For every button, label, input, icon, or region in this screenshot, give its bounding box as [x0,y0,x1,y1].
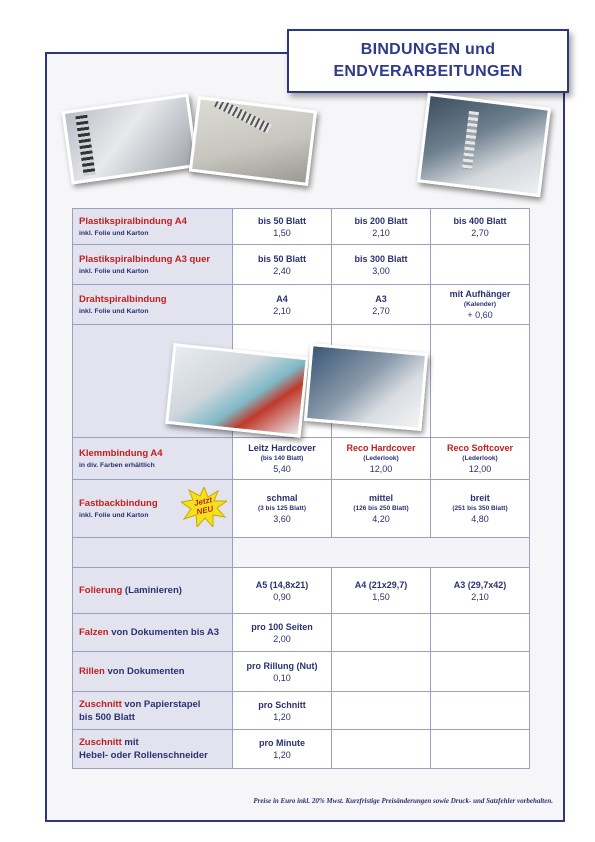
price-cell [431,568,530,614]
row-label [73,285,233,325]
price-value: 0,90 [273,591,291,602]
price-value: 3,00 [372,265,390,276]
row-sublabel: inkl. Folie und Karton [79,229,149,237]
price-cell [332,480,431,538]
new-badge-line-1: Jetzt [193,495,213,508]
table-row [73,730,530,769]
empty-cell [431,325,530,438]
binding-combs-photo [417,93,551,197]
price-option: bis 50 Blatt [257,215,306,226]
price-cell [233,285,332,325]
price-cell [233,438,332,480]
price-value: 5,40 [273,464,291,474]
table-row [73,692,530,730]
row-sublabel: inkl. Folie und Karton [79,511,149,519]
table-row [73,652,530,692]
empty-cell [332,652,431,692]
row-label-text: Plastikspiralbindung A3 quer [79,253,211,265]
price-cell [233,614,332,652]
row-label-text: Falzen [79,627,109,638]
price-option: A3 (29,7x42) [453,579,507,590]
price-option: bis 50 Blatt [257,253,306,264]
price-value: 1,50 [372,591,390,602]
empty-label-cell [73,538,233,568]
price-value: 4,20 [372,514,390,524]
table-row [73,568,530,614]
row-label [73,245,233,285]
price-option: Reco Softcover [446,443,514,453]
price-value: 2,10 [273,305,291,316]
row-label [73,730,233,769]
empty-cell [332,614,431,652]
price-value: 12,00 [369,464,393,474]
price-note: (Lederlook) [462,455,498,462]
table-row [73,245,530,285]
price-note: (126 bis 250 Blatt) [353,505,409,512]
price-option: Reco Hardcover [346,443,416,453]
price-value: 12,00 [468,464,492,474]
price-value: 2,40 [273,265,291,276]
row-label-text: Zuschnitt [79,698,122,710]
row-label-text: Drahtspiralbindung [79,293,167,305]
price-option: pro Schnitt [258,699,306,710]
price-option: breit [470,493,490,503]
row-sublabel: inkl. Folie und Karton [79,267,149,275]
table-row [73,438,530,480]
hardcover-folders-photo [304,343,428,431]
empty-cell [431,652,530,692]
price-cell [431,209,530,245]
price-option: pro Rillung (Nut) [246,660,318,671]
footer-note: Preise in Euro inkl. 20% Mwst. Kurzfristige Preisänderungen sowie Druck- und Satzfehler vorbehalten. [253,797,553,805]
row-label-suffix: von Dokumenten bis A3 [111,627,220,638]
row-label [73,614,233,652]
spacer-row [73,538,530,568]
row-label-suffix: bis 500 Blatt [79,711,135,723]
price-value: 1,20 [273,750,291,760]
price-option: A4 (21x29,7) [354,579,408,590]
row-label [73,652,233,692]
page-title [287,29,569,93]
clamp-binding-photo [165,343,309,438]
row-label-text: Plastikspiralbindung A4 [79,215,187,227]
price-value: 2,10 [372,227,390,238]
table-row [73,614,530,652]
price-cell [233,480,332,538]
price-option: mittel [368,493,393,503]
price-cell [233,245,332,285]
price-option: bis 400 Blatt [453,215,507,226]
price-value: 2,10 [471,591,489,602]
price-value: 0,10 [273,672,291,683]
price-cell [332,209,431,245]
row-sublabel: in div. Farben erhältlich [79,461,155,469]
title-line-1: BINDUNGEN und [360,41,496,58]
row-label-suffix: von Papierstapel [124,698,201,710]
row-label-text: Folierung [79,585,123,596]
price-option: schmal [266,493,298,503]
price-value: 1,20 [273,711,291,722]
price-note: (Kalender) [463,301,497,308]
price-option: A3 [375,293,387,304]
row-label [73,692,233,730]
row-label [73,438,233,480]
price-cell [233,652,332,692]
row-label-text: Zuschnitt [79,737,122,748]
price-value: 2,00 [273,633,291,644]
price-option: mit Aufhänger [449,289,511,299]
price-note: (3 bis 125 Blatt) [257,505,307,512]
price-value: 4,80 [471,514,489,524]
price-cell [233,730,332,769]
price-value: + 0,60 [467,310,493,320]
empty-cell [431,730,530,769]
price-cell [233,692,332,730]
row-label-suffix: (Laminieren) [124,585,182,596]
row-label-suffix: Hebel- oder Rollenschneider [79,750,208,761]
price-value: 3,60 [273,514,291,524]
price-cell [431,438,530,480]
row-label-suffix: mit [124,737,139,748]
table-row [73,480,530,538]
empty-cell [431,245,530,285]
empty-cell [431,692,530,730]
price-option: bis 300 Blatt [354,253,408,264]
price-option: A4 [276,293,288,304]
price-cell [332,285,431,325]
price-cell [332,568,431,614]
title-line-2: ENDVERARBEITUNGEN [333,63,523,80]
price-option: A5 (14,8x21) [255,579,309,590]
price-option: Leitz Hardcover [248,443,316,453]
price-note: (bis 140 Blatt) [260,455,304,462]
price-cell [332,245,431,285]
wire-spiral-photo [189,96,317,186]
price-value: 2,70 [471,227,489,238]
row-label-text: Klemmbindung A4 [79,447,163,459]
price-cell [332,438,431,480]
row-label-suffix: von Dokumenten [107,666,185,677]
empty-cell [233,538,530,568]
price-option: pro 100 Seiten [251,621,313,632]
row-label [73,568,233,614]
price-cell [233,568,332,614]
empty-cell [332,692,431,730]
price-cell [431,480,530,538]
price-option: pro Minute [259,738,305,748]
table-row [73,209,530,245]
new-badge-line-2: NEU [195,504,215,517]
price-note: (251 bis 350 Blatt) [452,505,508,512]
row-sublabel: inkl. Folie und Karton [79,307,149,315]
empty-cell [431,614,530,652]
empty-cell [332,730,431,769]
price-table [72,208,530,769]
row-label-text: Fastbackbindung [79,497,158,509]
price-cell [431,285,530,325]
price-value: 1,50 [273,227,291,238]
price-option: bis 200 Blatt [354,215,408,226]
table-row [73,285,530,325]
price-cell [233,209,332,245]
row-label-text: Rillen [79,666,105,677]
price-note: (Lederlook) [363,455,399,462]
price-value: 2,70 [372,305,390,316]
row-label [73,209,233,245]
